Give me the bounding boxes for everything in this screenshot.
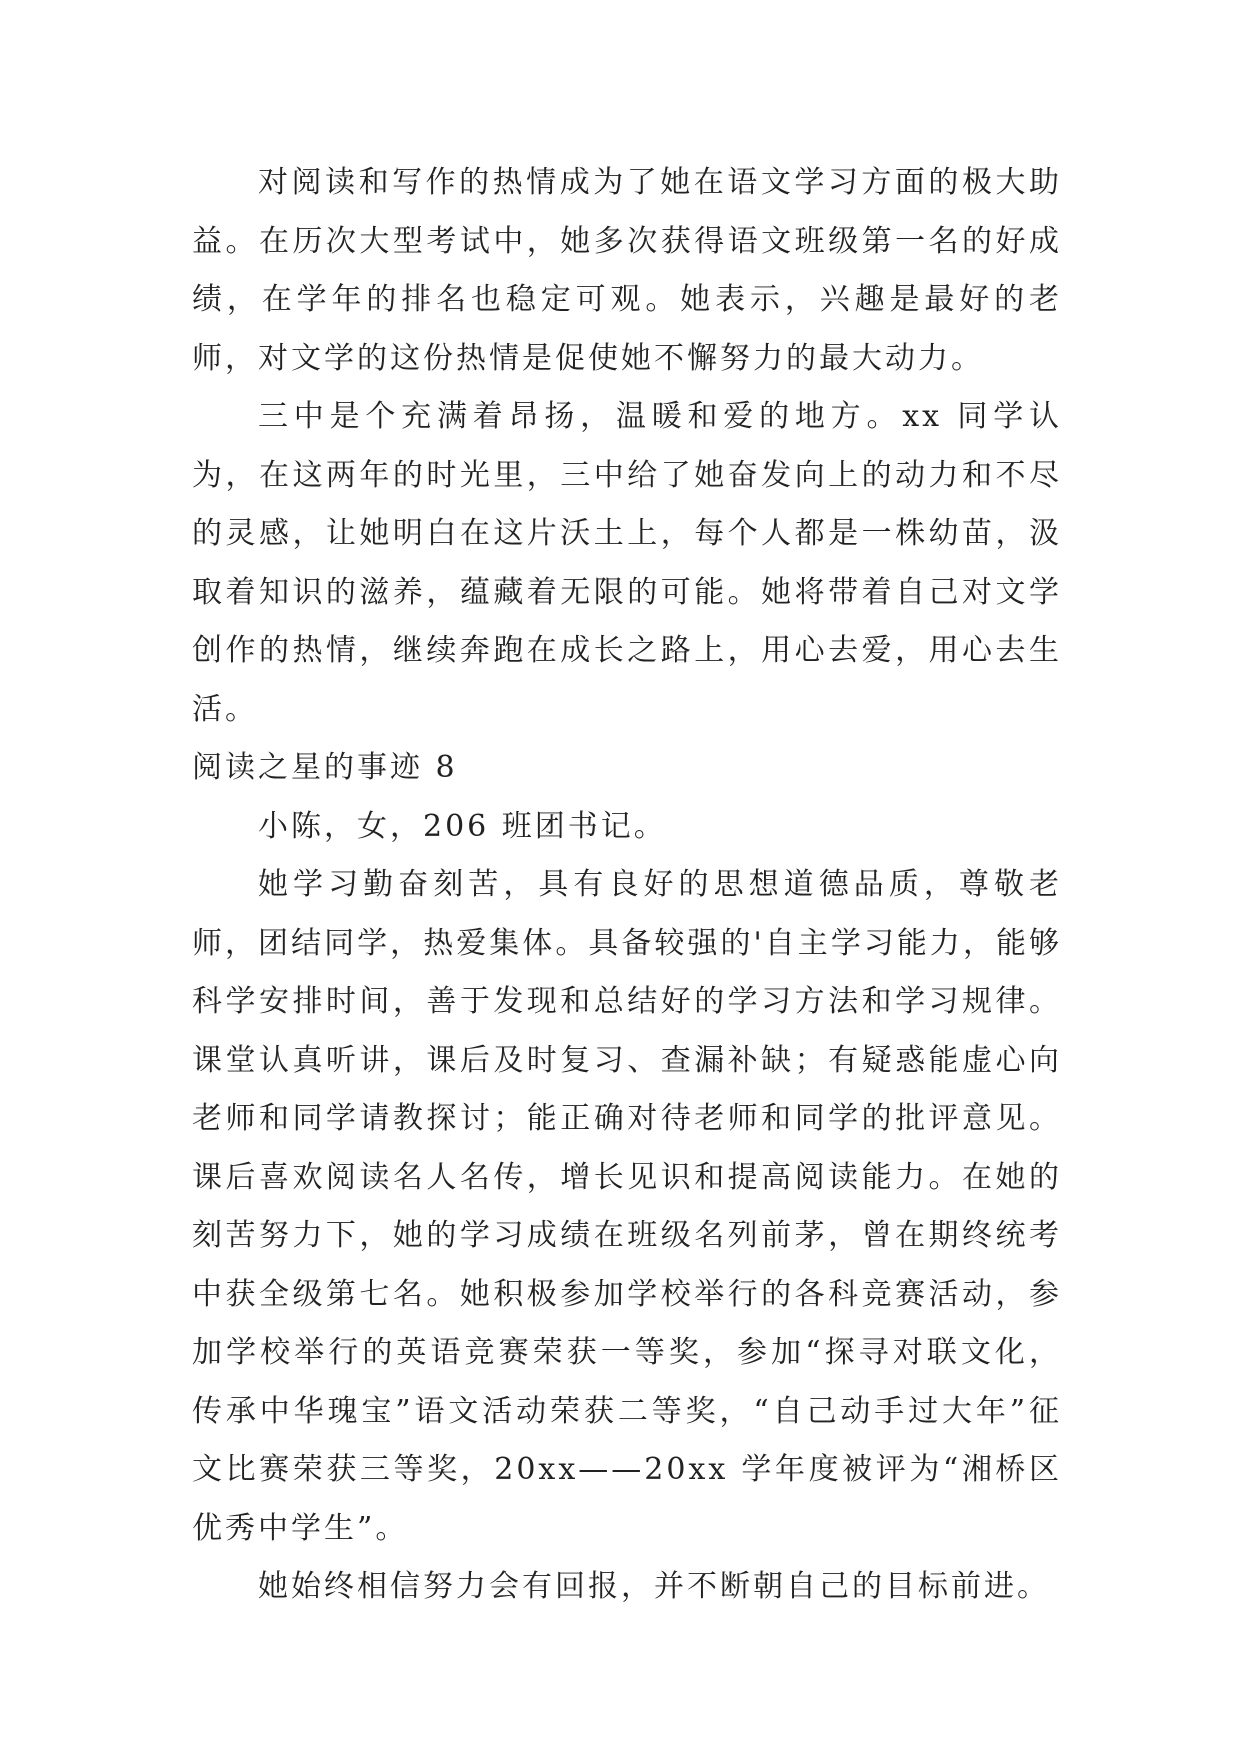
paragraph-reading-passion: 对阅读和写作的热情成为了她在语文学习方面的极大助益。在历次大型考试中，她多次获得语文班级第一名的好成绩，在学年的排名也稳定可观。她表示，兴趣是最好的老师，对文学的这份热情是促使她不懈努力的最大动力。: [192, 165, 1062, 376]
paragraph-student-intro: 小陈，女，206 班团书记。: [258, 808, 667, 844]
paragraph-school-life: 三中是个充满着昂扬，温暖和爱的地方。xx 同学认为，在这两年的时光里，三中给了她奋发向上的动力和不尽的灵感，让她明白在这片沃土上，每个人都是一株幼苗，汲取着知识的滋养，蕴藏着无限的可能。她将带着自己对文学创作的热情，继续奔跑在成长之路上，用心去爱，用心去生活。: [192, 399, 1062, 727]
section-heading: 阅读之星的事迹 8: [192, 750, 458, 785]
paragraph-student-achievements: 她学习勤奋刻苦，具有良好的思想道德品质，尊敬老师，团结同学，热爱集体。具备较强的'自主学习能力，能够科学安排时间，善于发现和总结好的学习方法和学习规律。课堂认真听讲，课后及时复习、查漏补缺；有疑惑能虚心向老师和同学请教探讨；能正确对待老师和同学的批评意见。课后喜欢阅读名人名传，增长见识和提高阅读能力。在她的刻苦努力下，她的学习成绩在班级名列前茅，曾在期终统考中获全级第七名。她积极参加学校举行的各科竞赛活动，参加学校举行的英语竞赛荣获一等奖，参加“探寻对联文化，传承中华瑰宝”语文活动荣获二等奖，“自己动手过大年”征文比赛荣获三等奖，20xx——20xx 学年度被评为“湘桥区优秀中学生”。: [192, 867, 1062, 1546]
document-body: [192, 154, 1062, 1617]
paragraph-closing: 她始终相信努力会有回报，并不断朝自己的目标前进。: [258, 1569, 1050, 1604]
